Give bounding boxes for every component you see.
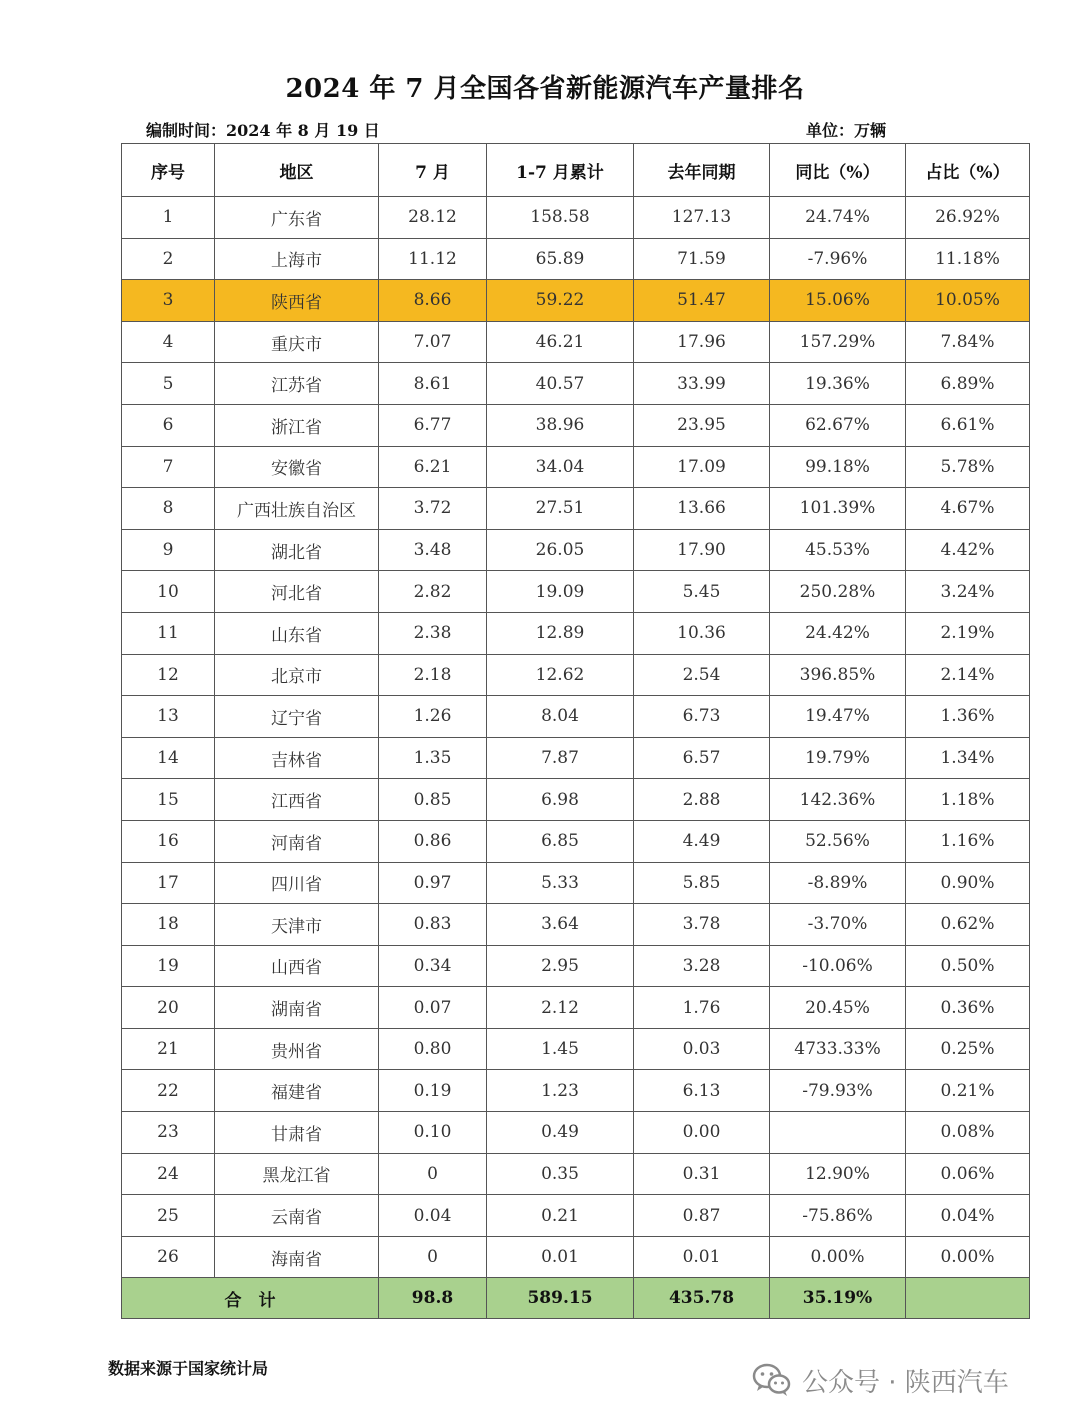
total-july: 98.8: [379, 1278, 487, 1319]
cell-july: 1.35: [379, 737, 487, 779]
cell-region: 浙江省: [215, 404, 379, 446]
cell-region: 上海市: [215, 238, 379, 280]
cell-july: 0.80: [379, 1028, 487, 1070]
total-last-year: 435.78: [634, 1278, 770, 1319]
table-row: [122, 1153, 1030, 1195]
cell-yoy: -79.93%: [770, 1070, 906, 1112]
cell-region: 海南省: [215, 1236, 379, 1278]
cell-rank: 24: [122, 1153, 215, 1195]
data-source-note: 数据来源于国家统计局: [108, 1359, 269, 1378]
cell-rank: 12: [122, 654, 215, 696]
table-row: [122, 238, 1030, 280]
table-row: [122, 654, 1030, 696]
table-row: [122, 945, 1030, 987]
cell-share: 1.36%: [906, 696, 1030, 738]
cell-last-year: 17.96: [634, 321, 770, 363]
cell-last-year: 17.09: [634, 446, 770, 488]
cell-last-year: 71.59: [634, 238, 770, 280]
cell-region: 吉林省: [215, 737, 379, 779]
cell-last-year: 51.47: [634, 280, 770, 322]
cell-region: 江苏省: [215, 363, 379, 405]
cell-rank: 19: [122, 945, 215, 987]
cell-ytd: 2.12: [487, 987, 634, 1029]
cell-region: 甘肃省: [215, 1112, 379, 1154]
cell-share: 0.90%: [906, 862, 1030, 904]
cell-yoy: 157.29%: [770, 321, 906, 363]
cell-region: 天津市: [215, 904, 379, 946]
cell-region: 河南省: [215, 820, 379, 862]
cell-rank: 4: [122, 321, 215, 363]
header-yoy: 同比（%）: [770, 144, 906, 197]
unit-label: 单位：万辆: [806, 121, 887, 140]
cell-region: 北京市: [215, 654, 379, 696]
cell-july: 0.10: [379, 1112, 487, 1154]
cell-july: 2.18: [379, 654, 487, 696]
cell-share: 1.16%: [906, 820, 1030, 862]
table-row: [122, 862, 1030, 904]
cell-yoy: 142.36%: [770, 779, 906, 821]
cell-region: 黑龙江省: [215, 1153, 379, 1195]
cell-share: 1.34%: [906, 737, 1030, 779]
cell-yoy: 15.06%: [770, 280, 906, 322]
cell-share: 0.08%: [906, 1112, 1030, 1154]
cell-last-year: 10.36: [634, 612, 770, 654]
cell-share: 11.18%: [906, 238, 1030, 280]
cell-rank: 8: [122, 488, 215, 530]
cell-july: 2.82: [379, 571, 487, 613]
cell-ytd: 0.35: [487, 1153, 634, 1195]
cell-july: 0.85: [379, 779, 487, 821]
cell-rank: 14: [122, 737, 215, 779]
cell-last-year: 0.00: [634, 1112, 770, 1154]
cell-region: 四川省: [215, 862, 379, 904]
cell-rank: 6: [122, 404, 215, 446]
cell-ytd: 158.58: [487, 197, 634, 239]
cell-last-year: 3.28: [634, 945, 770, 987]
cell-last-year: 0.87: [634, 1195, 770, 1237]
cell-share: 6.89%: [906, 363, 1030, 405]
cell-region: 安徽省: [215, 446, 379, 488]
cell-last-year: 5.85: [634, 862, 770, 904]
cell-yoy: 0.00%: [770, 1236, 906, 1278]
cell-share: 4.67%: [906, 488, 1030, 530]
cell-ytd: 8.04: [487, 696, 634, 738]
cell-july: 0.34: [379, 945, 487, 987]
cell-ytd: 34.04: [487, 446, 634, 488]
cell-rank: 26: [122, 1236, 215, 1278]
wechat-watermark: [752, 1360, 1009, 1400]
cell-share: 1.18%: [906, 779, 1030, 821]
cell-last-year: 33.99: [634, 363, 770, 405]
cell-july: 0: [379, 1153, 487, 1195]
cell-share: 7.84%: [906, 321, 1030, 363]
cell-july: 3.48: [379, 529, 487, 571]
cell-rank: 1: [122, 197, 215, 239]
wechat-icon: [752, 1363, 792, 1397]
cell-region: 陕西省: [215, 280, 379, 322]
cell-share: 0.36%: [906, 987, 1030, 1029]
table-row: [122, 987, 1030, 1029]
cell-ytd: 6.98: [487, 779, 634, 821]
header-row: [122, 144, 1030, 197]
cell-ytd: 1.23: [487, 1070, 634, 1112]
cell-region: 辽宁省: [215, 696, 379, 738]
cell-yoy: 4733.33%: [770, 1028, 906, 1070]
cell-july: 2.38: [379, 612, 487, 654]
cell-share: 0.50%: [906, 945, 1030, 987]
table-row: [122, 612, 1030, 654]
cell-ytd: 3.64: [487, 904, 634, 946]
cell-july: 0.86: [379, 820, 487, 862]
cell-share: 0.62%: [906, 904, 1030, 946]
cell-ytd: 1.45: [487, 1028, 634, 1070]
cell-ytd: 46.21: [487, 321, 634, 363]
cell-yoy: -7.96%: [770, 238, 906, 280]
cell-ytd: 12.62: [487, 654, 634, 696]
cell-last-year: 2.54: [634, 654, 770, 696]
cell-last-year: 4.49: [634, 820, 770, 862]
cell-yoy: 101.39%: [770, 488, 906, 530]
cell-ytd: 0.49: [487, 1112, 634, 1154]
cell-yoy: 52.56%: [770, 820, 906, 862]
table-row: [122, 1028, 1030, 1070]
cell-share: 3.24%: [906, 571, 1030, 613]
table-row: [122, 488, 1030, 530]
table-row: [122, 404, 1030, 446]
cell-yoy: -75.86%: [770, 1195, 906, 1237]
table-row: [122, 779, 1030, 821]
cell-region: 湖北省: [215, 529, 379, 571]
cell-rank: 3: [122, 280, 215, 322]
table-row: [122, 696, 1030, 738]
header-july: 7 月: [379, 144, 487, 197]
cell-ytd: 38.96: [487, 404, 634, 446]
total-share: [906, 1278, 1030, 1319]
cell-july: 6.77: [379, 404, 487, 446]
table-row: [122, 1070, 1030, 1112]
cell-rank: 25: [122, 1195, 215, 1237]
cell-last-year: 2.88: [634, 779, 770, 821]
cell-region: 河北省: [215, 571, 379, 613]
cell-yoy: -3.70%: [770, 904, 906, 946]
cell-share: 0.06%: [906, 1153, 1030, 1195]
table-row: [122, 1195, 1030, 1237]
cell-yoy: 99.18%: [770, 446, 906, 488]
table-row: [122, 904, 1030, 946]
cell-july: 28.12: [379, 197, 487, 239]
cell-last-year: 17.90: [634, 529, 770, 571]
cell-july: 0.04: [379, 1195, 487, 1237]
table-row: [122, 1112, 1030, 1154]
cell-region: 山西省: [215, 945, 379, 987]
cell-share: 0.25%: [906, 1028, 1030, 1070]
cell-share: 10.05%: [906, 280, 1030, 322]
cell-region: 贵州省: [215, 1028, 379, 1070]
cell-july: 0.19: [379, 1070, 487, 1112]
cell-ytd: 40.57: [487, 363, 634, 405]
table-row: [122, 820, 1030, 862]
cell-share: 26.92%: [906, 197, 1030, 239]
table-row: [122, 529, 1030, 571]
cell-july: 6.21: [379, 446, 487, 488]
cell-ytd: 19.09: [487, 571, 634, 613]
cell-rank: 22: [122, 1070, 215, 1112]
cell-last-year: 6.13: [634, 1070, 770, 1112]
cell-ytd: 6.85: [487, 820, 634, 862]
watermark-text: 公众号 · 陕西汽车: [802, 1367, 1009, 1398]
header-share: 占比（%）: [906, 144, 1030, 197]
cell-rank: 16: [122, 820, 215, 862]
table-row: [122, 280, 1030, 322]
cell-share: 0.21%: [906, 1070, 1030, 1112]
cell-july: 0.83: [379, 904, 487, 946]
cell-rank: 20: [122, 987, 215, 1029]
cell-ytd: 27.51: [487, 488, 634, 530]
cell-share: 0.00%: [906, 1236, 1030, 1278]
cell-last-year: 0.03: [634, 1028, 770, 1070]
table-row: [122, 197, 1030, 239]
cell-rank: 15: [122, 779, 215, 821]
compile-date: 编制时间：2024 年 8 月 19 日: [146, 121, 380, 140]
cell-share: 2.19%: [906, 612, 1030, 654]
cell-last-year: 0.31: [634, 1153, 770, 1195]
cell-ytd: 0.01: [487, 1236, 634, 1278]
cell-ytd: 26.05: [487, 529, 634, 571]
cell-ytd: 2.95: [487, 945, 634, 987]
cell-share: 5.78%: [906, 446, 1030, 488]
total-label: 合 计: [122, 1278, 379, 1319]
cell-region: 江西省: [215, 779, 379, 821]
cell-last-year: 23.95: [634, 404, 770, 446]
total-yoy: 35.19%: [770, 1278, 906, 1319]
cell-region: 云南省: [215, 1195, 379, 1237]
cell-yoy: 24.42%: [770, 612, 906, 654]
cell-rank: 2: [122, 238, 215, 280]
cell-last-year: 5.45: [634, 571, 770, 613]
cell-region: 重庆市: [215, 321, 379, 363]
cell-rank: 7: [122, 446, 215, 488]
cell-last-year: 6.57: [634, 737, 770, 779]
cell-yoy: 24.74%: [770, 197, 906, 239]
cell-region: 福建省: [215, 1070, 379, 1112]
cell-rank: 9: [122, 529, 215, 571]
cell-share: 4.42%: [906, 529, 1030, 571]
table-body: [122, 197, 1030, 1278]
cell-yoy: [770, 1112, 906, 1154]
cell-yoy: -10.06%: [770, 945, 906, 987]
cell-july: 7.07: [379, 321, 487, 363]
cell-last-year: 0.01: [634, 1236, 770, 1278]
cell-last-year: 13.66: [634, 488, 770, 530]
total-row: [122, 1278, 1030, 1319]
cell-yoy: 19.36%: [770, 363, 906, 405]
cell-yoy: 19.79%: [770, 737, 906, 779]
cell-july: 0.97: [379, 862, 487, 904]
table-row: [122, 446, 1030, 488]
cell-yoy: -8.89%: [770, 862, 906, 904]
table-row: [122, 363, 1030, 405]
header-ytd: 1-7 月累计: [487, 144, 634, 197]
cell-rank: 11: [122, 612, 215, 654]
cell-rank: 17: [122, 862, 215, 904]
cell-july: 3.72: [379, 488, 487, 530]
cell-share: 2.14%: [906, 654, 1030, 696]
cell-ytd: 0.21: [487, 1195, 634, 1237]
cell-region: 山东省: [215, 612, 379, 654]
header-last-year: 去年同期: [634, 144, 770, 197]
cell-rank: 18: [122, 904, 215, 946]
header-rank: 序号: [122, 144, 215, 197]
cell-last-year: 127.13: [634, 197, 770, 239]
cell-region: 广东省: [215, 197, 379, 239]
cell-july: 11.12: [379, 238, 487, 280]
cell-july: 0: [379, 1236, 487, 1278]
cell-july: 8.61: [379, 363, 487, 405]
cell-rank: 10: [122, 571, 215, 613]
cell-ytd: 65.89: [487, 238, 634, 280]
cell-last-year: 3.78: [634, 904, 770, 946]
cell-yoy: 20.45%: [770, 987, 906, 1029]
cell-yoy: 12.90%: [770, 1153, 906, 1195]
cell-ytd: 59.22: [487, 280, 634, 322]
cell-july: 1.26: [379, 696, 487, 738]
cell-rank: 13: [122, 696, 215, 738]
cell-rank: 23: [122, 1112, 215, 1154]
cell-share: 6.61%: [906, 404, 1030, 446]
table-row: [122, 737, 1030, 779]
cell-yoy: 62.67%: [770, 404, 906, 446]
page-title: 2024 年 7 月全国各省新能源汽车产量排名: [285, 74, 805, 104]
cell-july: 8.66: [379, 280, 487, 322]
table-row: [122, 321, 1030, 363]
cell-last-year: 6.73: [634, 696, 770, 738]
cell-ytd: 5.33: [487, 862, 634, 904]
production-ranking-table: [121, 143, 1030, 1319]
cell-last-year: 1.76: [634, 987, 770, 1029]
header-region: 地区: [215, 144, 379, 197]
cell-yoy: 19.47%: [770, 696, 906, 738]
cell-rank: 21: [122, 1028, 215, 1070]
total-ytd: 589.15: [487, 1278, 634, 1319]
cell-region: 广西壮族自治区: [215, 488, 379, 530]
cell-ytd: 7.87: [487, 737, 634, 779]
cell-ytd: 12.89: [487, 612, 634, 654]
table-row: [122, 1236, 1030, 1278]
cell-yoy: 45.53%: [770, 529, 906, 571]
cell-yoy: 396.85%: [770, 654, 906, 696]
cell-july: 0.07: [379, 987, 487, 1029]
table-row: [122, 571, 1030, 613]
cell-share: 0.04%: [906, 1195, 1030, 1237]
cell-rank: 5: [122, 363, 215, 405]
cell-yoy: 250.28%: [770, 571, 906, 613]
cell-region: 湖南省: [215, 987, 379, 1029]
